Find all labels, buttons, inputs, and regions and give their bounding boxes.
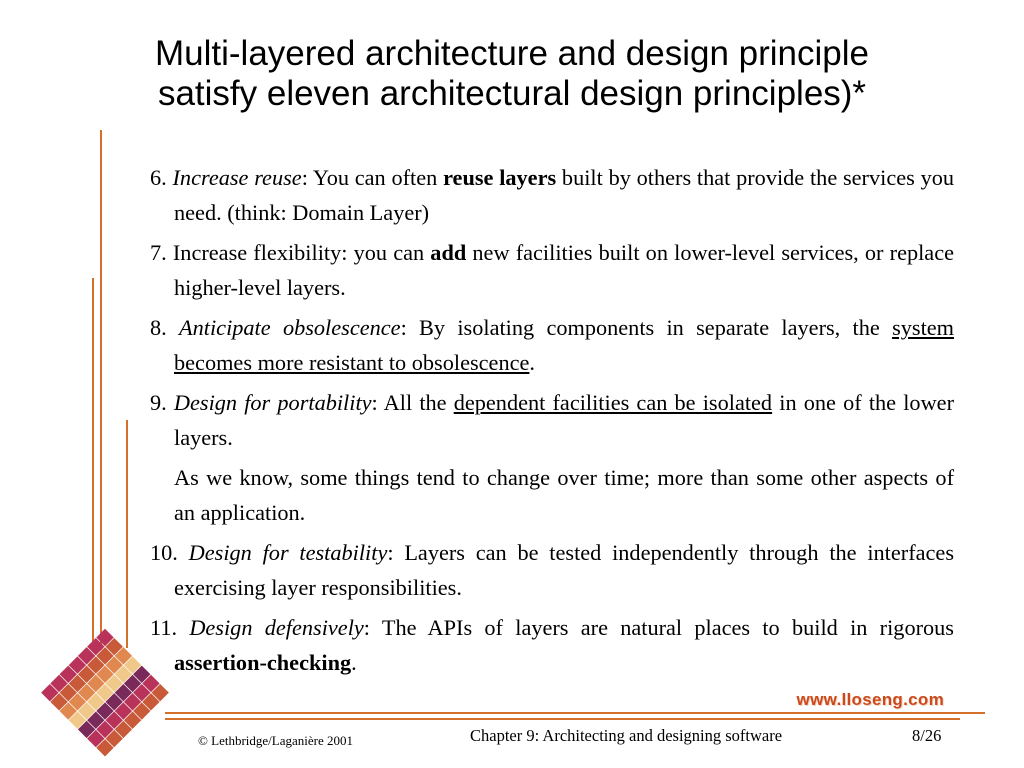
principle-text-segment: dependent facilities can be isolated [453, 390, 773, 415]
principle-text-segment: Design defensively [189, 615, 364, 640]
principle-text-segment: add [430, 240, 467, 265]
principle-text-segment: Increase reuse [172, 165, 302, 190]
principle-text-segment: Design for portability [173, 390, 372, 415]
decorative-rule-horizontal-2 [165, 718, 960, 720]
principle-text-segment: 11. [150, 615, 190, 640]
slide-title [60, 34, 964, 114]
principle-item [150, 235, 954, 305]
principle-text-segment: Anticipate obsolescence [179, 315, 401, 340]
principle-text-segment: 7. Increase flexibility: you can [150, 240, 431, 265]
principle-text-segment: : Layers can be tested independently through the interfaces exercising layer responsibilities. [174, 540, 954, 600]
slide-title-line-1: Multi-layered architecture and design principle [155, 34, 869, 73]
principle-text-segment: in one of the lower layers. [174, 390, 955, 450]
principle-text-segment: : You can often [301, 165, 444, 190]
principle-item [150, 385, 954, 455]
principle-text-segment: 10. [150, 540, 189, 565]
principle-text-segment: 6. [150, 165, 173, 190]
principle-text-segment: . [529, 350, 535, 375]
principle-text-segment: system becomes more resistant to obsolescence [174, 315, 954, 375]
principle-text-segment: : By isolating components in separate layers, the [400, 315, 893, 340]
footer-copyright: © Lethbridge/Laganière 2001 [198, 733, 353, 748]
principle-item [150, 535, 954, 605]
principle-text-segment: Design for testability [188, 540, 388, 565]
principle-item [150, 610, 954, 680]
footer-chapter-title: Chapter 9: Architecting and designing software [470, 726, 783, 745]
decorative-rule-vertical-2 [92, 278, 94, 648]
slide-title-line-2: satisfy eleven architectural design principles)* [157, 74, 867, 113]
principle-text-segment: : The APIs of layers are natural places to build in rigorous [363, 615, 954, 640]
principle-item [150, 460, 954, 530]
decorative-rule-vertical-1 [100, 130, 102, 650]
principle-text-segment: new facilities built on lower-level services, or replace higher-level layers. [174, 240, 954, 300]
principle-item [150, 160, 954, 230]
principle-text-segment: 8. [150, 315, 180, 340]
principle-text-segment: As we know, some things tend to change over time; more than some other aspects of an application. [174, 465, 954, 525]
principle-text-segment: . [351, 650, 357, 675]
principle-item [150, 310, 954, 380]
principle-text-segment: reuse layers [443, 165, 557, 190]
decorative-rule-horizontal-1 [165, 712, 985, 714]
principle-text-segment: built by others that provide the services you need. (think: Domain Layer) [174, 165, 955, 225]
principle-text-segment: 9. [150, 390, 174, 415]
footer-page-number: 8/26 [912, 726, 942, 745]
slide-body [150, 160, 954, 685]
decorative-mosaic-logo [40, 628, 170, 758]
decorative-rule-vertical-3 [126, 420, 128, 648]
principle-text-segment: : All the [371, 390, 454, 415]
principle-text-segment: assertion-checking [174, 650, 352, 675]
website-url: www.lloseng.com [796, 690, 944, 709]
